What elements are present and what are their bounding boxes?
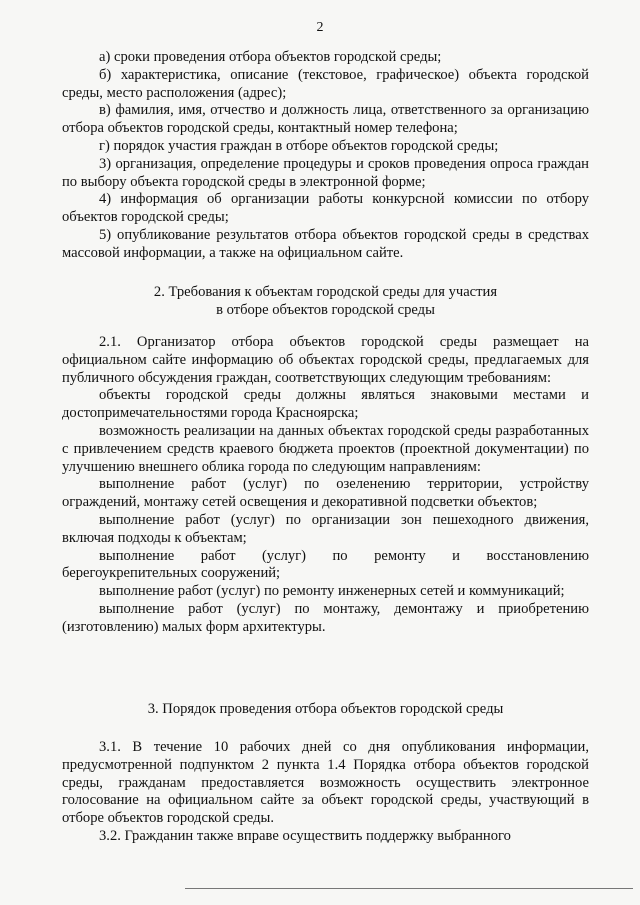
- list-item: 3) организация, определение процедуры и сроков проведения опроса граждан по выбору объекта городской среды в электронной форме;: [62, 155, 589, 190]
- paragraph: выполнение работ (услуг) по организации зон пешеходного движения, включая подходы к объектам;: [62, 511, 589, 546]
- section1-list: [62, 49, 589, 263]
- heading-line: 3. Порядок проведения отбора объектов городской среды: [147, 701, 504, 717]
- paragraph: выполнение работ (услуг) по монтажу, демонтажу и приобретению (изготовлению) малых форм архитектуры.: [62, 600, 589, 635]
- section3-body: [62, 739, 589, 846]
- page-number: 2: [316, 20, 324, 35]
- list-item: а) сроки проведения отбора объектов городской среды;: [99, 49, 442, 65]
- section2-body: [62, 334, 589, 637]
- heading-line: 2. Требования к объектам городской среды для участия: [153, 284, 498, 300]
- paragraph: 3.1. В течение 10 рабочих дней со дня опубликования информации, предусмотренной подпунктом 2 пункта 1.4 Порядка отбора объектов городской среды, гражданам предоставляется возможность осуществить электронное голосование на официальном сайте за объект городской среды, участвующий в отборе объектов городской среды.: [62, 739, 589, 827]
- paragraph: выполнение работ (услуг) по озеленению территории, устройству ограждений, монтажу сетей освещения и декоративной подсветки объектов;: [62, 476, 589, 511]
- section2-heading: [62, 284, 589, 320]
- paragraph: 2.1. Организатор отбора объектов городской среды размещает на официальном сайте информацию об объектах городской среды, предлагаемых для публичного обсуждения граждан, соответствующих следующим требованиям:: [62, 334, 589, 386]
- list-item: 4) информация об организации работы конкурсной комиссии по отбору объектов городской среды;: [62, 191, 589, 226]
- paragraph: выполнение работ (услуг) по ремонту и восстановлению берегоукрепительных сооружений;: [62, 547, 589, 582]
- paragraph: объекты городской среды должны являться знаковыми местами и достопримечательностями города Красноярска;: [62, 387, 589, 422]
- heading-line: в отборе объектов городской среды: [216, 301, 435, 318]
- list-item: г) порядок участия граждан в отборе объектов городской среды;: [99, 137, 499, 154]
- section3-heading: [62, 701, 589, 719]
- paragraph: 3.2. Гражданин также вправе осуществить поддержку выбранного: [99, 827, 511, 844]
- paragraph: выполнение работ (услуг) по ремонту инженерных сетей и коммуникаций;: [99, 583, 565, 600]
- paragraph: возможность реализации на данных объектах городской среды разработанных с привлечением средств краевого бюджета проектов (проектной документации) по улучшению внешнего облика города по следующим направлениям:: [62, 422, 589, 475]
- list-item: 5) опубликование результатов отбора объектов городской среды в средствах массовой информации, а также на официальном сайте.: [62, 226, 589, 261]
- bottom-rule: [185, 888, 633, 889]
- list-item: б) характеристика, описание (текстовое, графическое) объекта городской среды, место расположения (адрес);: [62, 66, 589, 101]
- list-item: в) фамилия, имя, отчество и должность лица, ответственного за организацию отбора объектов городской среды, контактный номер телефона;: [62, 102, 589, 137]
